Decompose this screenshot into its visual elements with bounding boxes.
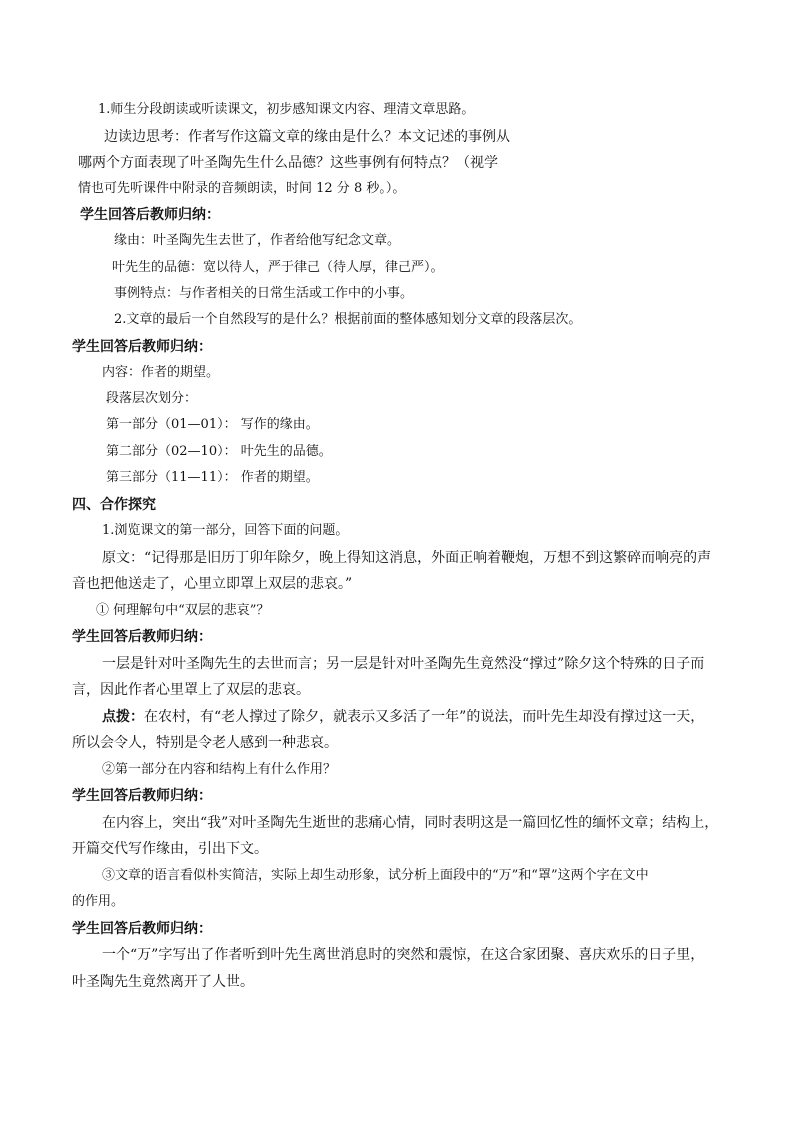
tip-line-1 xyxy=(102,708,704,726)
explore-question-1: 1.浏览课文的第一部分，回答下面的问题。 xyxy=(102,523,349,538)
section-heading: 四、合作探究 xyxy=(72,497,156,513)
tip-text: 在农村，有“老人撑过了除夕，就表示又多活了一年”的说法，而叶先生却没有撑过这一天， xyxy=(144,709,705,725)
think-question-line-2: 哪两个方面表现了叶圣陶先生什么品德？这些事例有何特点？（视学 xyxy=(78,155,498,171)
answer-3-line-1: 一个“万”字写出了作者听到叶先生离世消息时的突然和震惊，在这合家团聚、喜庆欢乐的日子里， xyxy=(102,947,705,963)
answer-2-line-2: 开篇交代写作缘由，引出下文。 xyxy=(72,841,268,857)
structure-label: 段落层次划分： xyxy=(106,391,198,406)
answer-example-traits: 事例特点：与作者相关的日常生活或工作中的小事。 xyxy=(114,286,414,301)
summary-heading: 学生回答后教师归纳： xyxy=(80,207,220,223)
sub-question-3-line-2: 的作用。 xyxy=(72,894,125,909)
summary-heading: 学生回答后教师归纳： xyxy=(72,629,212,645)
answer-reason: 缘由：叶圣陶先生去世了，作者给他写纪念文章。 xyxy=(114,233,401,248)
part-two: 第二部分（02—10）： 叶先生的品德。 xyxy=(106,444,332,459)
think-question-line-1: 边读边思考：作者写作这篇文章的缘由是什么？本文记述的事例从 xyxy=(104,129,510,145)
step-2-question: 2.文章的最后一个自然段写的是什么？根据前面的整体感知划分文章的段落层次。 xyxy=(114,312,582,327)
answer-1-line-2: 言，因此作者心里罩上了双层的悲哀。 xyxy=(72,682,310,698)
sub-question-2: ②第一部分在内容和结构上有什么作用？ xyxy=(102,762,337,777)
sub-question-3-line-1: ③文章的语言看似朴实简洁，实际上却生动形象，试分析上面段中的“万”和“罩”这两个字在文中 xyxy=(102,868,649,883)
summary-heading: 学生回答后教师归纳： xyxy=(72,921,212,937)
answer-content: 内容：作者的期望。 xyxy=(102,365,220,380)
part-three: 第三部分（11—11）： 作者的期望。 xyxy=(106,470,319,485)
summary-heading: 学生回答后教师归纳： xyxy=(72,339,212,355)
quote-line-2: 音也把他送走了，心里立即罩上双层的悲哀。” xyxy=(72,576,353,592)
answer-2-line-1: 在内容上，突出“我”对叶圣陶先生逝世的悲痛心情，同时表明这是一篇回忆性的缅怀文章；结构上， xyxy=(102,815,719,831)
think-question-line-3: 情也可先听课件中附录的音频朗读，时间 12 分 8 秒。）。 xyxy=(78,181,406,196)
tip-label: 点拨： xyxy=(102,709,144,725)
step-1-instruction: 1.师生分段朗读或听读课文，初步感知课文内容、理清文章思路。 xyxy=(98,102,475,117)
answer-1-line-1: 一层是针对叶圣陶先生的去世而言；另一层是针对叶圣陶先生竟然没“撑过”除夕这个特殊的日子而 xyxy=(102,656,705,672)
tip-line-2: 所以会令人，特别是令老人感到一种悲哀。 xyxy=(72,735,338,751)
summary-heading: 学生回答后教师归纳： xyxy=(72,788,212,804)
part-one: 第一部分（01—01）： 写作的缘由。 xyxy=(106,417,319,432)
sub-question-1: ① 何理解句中“双层的悲哀”？ xyxy=(96,603,270,618)
answer-virtue: 叶先生的品德：宽以待人，严于律己（待人厚，律己严）。 xyxy=(112,260,444,275)
quote-line-1: 原文：“记得那是旧历丁卯年除夕，晚上得知这消息，外面正响着鞭炮，万想不到这繁碎而响亮的声 xyxy=(102,550,712,566)
answer-3-line-2: 叶圣陶先生竟然离开了人世。 xyxy=(72,974,254,990)
